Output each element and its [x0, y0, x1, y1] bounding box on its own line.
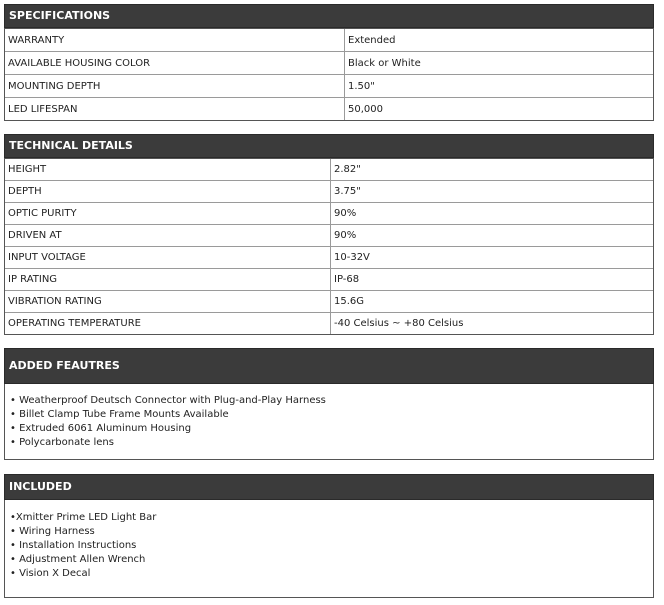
list-item: • Extruded 6061 Aluminum Housing: [10, 423, 192, 434]
list-item: • Installation Instructions: [10, 540, 137, 551]
table-row: [5, 268, 653, 290]
table-row: [5, 158, 653, 180]
list-item: • Weatherproof Deutsch Connector with Plug-and-Play Harness: [10, 395, 326, 406]
specifications-section: [4, 4, 654, 121]
tech-value: 10-32V: [334, 252, 370, 263]
tech-label: OPTIC PURITY: [5, 203, 331, 224]
tech-label: DRIVEN AT: [5, 225, 331, 246]
list-item: • Vision X Decal: [10, 568, 91, 579]
list-item: • Wiring Harness: [10, 526, 95, 537]
spec-label: AVAILABLE HOUSING COLOR: [5, 52, 345, 74]
table-row: [5, 97, 653, 120]
tech-value: 90%: [334, 230, 357, 241]
table-row: [5, 246, 653, 268]
tech-label: DEPTH: [5, 181, 331, 202]
spec-value: 1.50": [348, 80, 375, 92]
tech-label: OPERATING TEMPERATURE: [5, 313, 331, 334]
tech-value: -40 Celsius ~ +80 Celsius: [334, 318, 464, 329]
table-row: [5, 202, 653, 224]
added-features-section: [4, 348, 654, 460]
spec-value: Black or White: [348, 57, 421, 69]
tech-value: 2.82": [334, 164, 361, 175]
tech-value: IP-68: [334, 274, 360, 285]
spec-label: MOUNTING DEPTH: [5, 75, 345, 97]
table-row: [5, 28, 653, 51]
included-header: INCLUDED: [4, 474, 654, 500]
list-item: •Xmitter Prime LED Light Bar: [10, 512, 157, 523]
included-list: [4, 500, 654, 598]
table-row: [5, 224, 653, 246]
tech-label: IP RATING: [5, 269, 331, 290]
tech-label: HEIGHT: [5, 159, 331, 180]
list-item: • Adjustment Allen Wrench: [10, 554, 146, 565]
spec-label: WARRANTY: [5, 29, 345, 51]
spec-value: Extended: [348, 34, 396, 46]
list-item: • Billet Clamp Tube Frame Mounts Available: [10, 409, 229, 420]
included-section: [4, 474, 654, 598]
technical-details-header: TECHNICAL DETAILS: [4, 134, 654, 158]
tech-value: 3.75": [334, 186, 361, 197]
tech-label: INPUT VOLTAGE: [5, 247, 331, 268]
table-row: [5, 74, 653, 97]
added-features-list: [4, 384, 654, 460]
technical-details-section: [4, 134, 654, 335]
table-row: [5, 290, 653, 312]
list-item: • Polycarbonate lens: [10, 437, 114, 448]
spec-value: 50,000: [348, 103, 383, 115]
tech-value: 15.6G: [334, 296, 365, 307]
tech-label: VIBRATION RATING: [5, 291, 331, 312]
table-row: [5, 51, 653, 74]
added-features-header: ADDED FEAUTRES: [4, 348, 654, 384]
technical-details-table: [4, 158, 654, 335]
table-row: [5, 180, 653, 202]
table-row: [5, 312, 653, 334]
specifications-table: [4, 28, 654, 121]
tech-value: 90%: [334, 208, 357, 219]
spec-label: LED LIFESPAN: [5, 98, 345, 120]
specifications-header: SPECIFICATIONS: [4, 4, 654, 28]
